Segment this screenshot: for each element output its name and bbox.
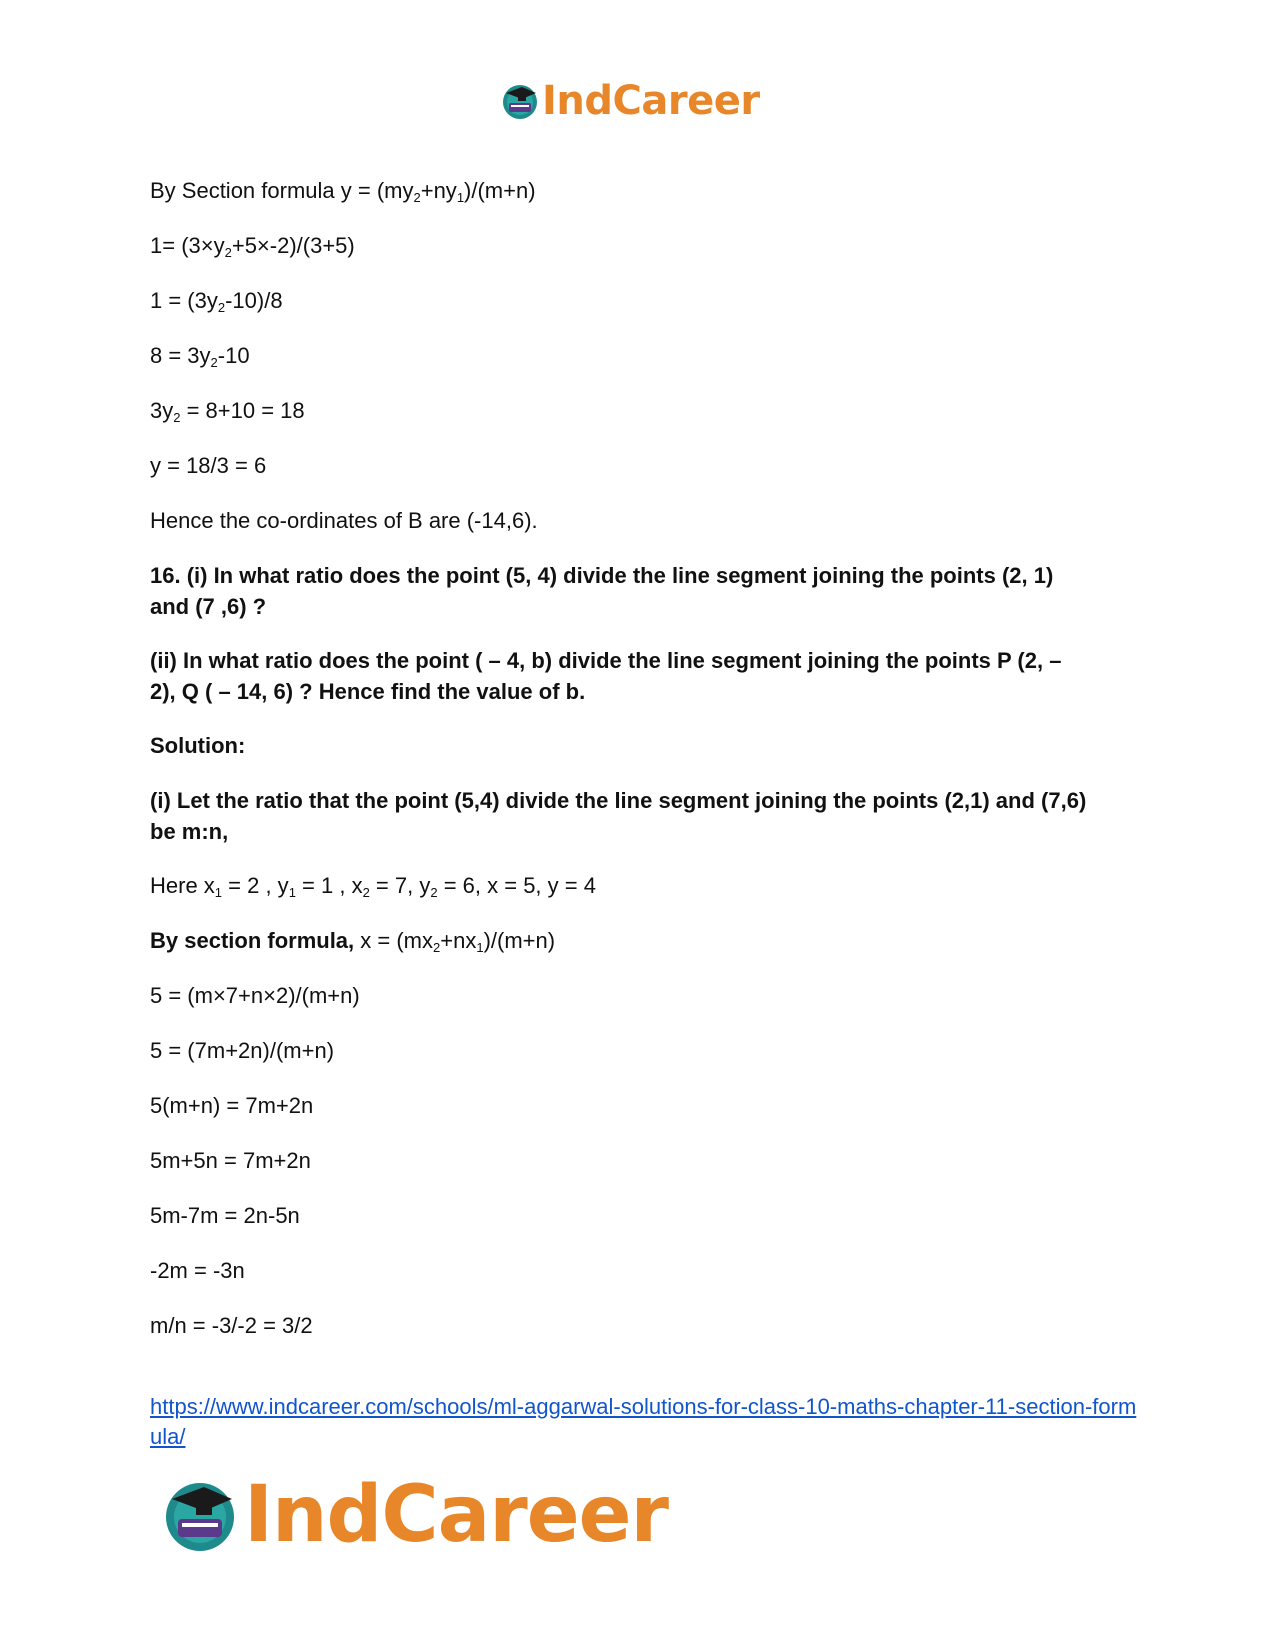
text-span: 1 = (3y [150, 288, 218, 313]
text-span: 1= (3×y [150, 233, 225, 258]
text-line [150, 560, 1090, 622]
brand-name: IndCareer [244, 1470, 668, 1560]
text-line [150, 285, 1090, 316]
text-line [150, 175, 1090, 206]
text-span: 5 = (m×7+n×2)/(m+n) [150, 983, 360, 1008]
text-span: 16. (i) In what ratio does the point (5, 4) divide the line segment joining the points (2, 1) and (7 ,6) ? [150, 563, 1054, 619]
text-line [150, 1145, 1090, 1176]
brand-name: IndCareer [542, 78, 760, 124]
subscript: 2 [362, 885, 370, 900]
text-line [150, 785, 1090, 847]
text-span: (ii) In what ratio does the point ( – 4, b) divide the line segment joining the points P (2, – 2), Q ( – 14, 6) ? Hence find the value of b. [150, 648, 1062, 704]
text-span: y = 18/3 = 6 [150, 453, 267, 478]
header-logo [500, 78, 760, 124]
text-span: 5 = (7m+2n)/(m+n) [150, 1038, 335, 1063]
source-link[interactable]: https://www.indcareer.com/schools/ml-aggarwal-solutions-for-class-10-maths-chapter-11-section-formula/ [150, 1394, 1137, 1449]
text-span: -2m = -3n [150, 1258, 245, 1283]
text-line [150, 645, 1090, 707]
text-span: Here x [150, 873, 215, 898]
text-span: +ny [420, 178, 457, 203]
text-span: )/(m+n) [464, 178, 536, 203]
text-line [150, 870, 1090, 901]
text-line [150, 505, 1090, 536]
footer-logo [160, 1470, 668, 1560]
text-span: -10 [217, 343, 250, 368]
text-span: )/(m+n) [483, 928, 556, 953]
text-span: By Section formula y = (my [150, 178, 414, 203]
text-line [150, 1200, 1090, 1231]
text-line [150, 925, 1090, 956]
text-span: = 8+10 = 18 [180, 398, 305, 423]
bold-text: By section formula, [150, 928, 355, 953]
text-span: Hence the co-ordinates of B are (-14,6). [150, 508, 538, 533]
text-span: = 6, x = 5, y = 4 [437, 873, 596, 898]
subscript: 2 [433, 940, 441, 955]
text-line [150, 450, 1090, 481]
text-span: 3y [150, 398, 174, 423]
text-span: = 2 , y [222, 873, 289, 898]
text-line [150, 230, 1090, 261]
text-line [150, 340, 1090, 371]
subscript: 2 [224, 245, 232, 260]
text-span: 5m-7m = 2n-5n [150, 1203, 300, 1228]
text-line [150, 730, 1090, 761]
text-span: 5(m+n) = 7m+2n [150, 1093, 314, 1118]
text-span: x = (mx [354, 928, 433, 953]
text-line [150, 1090, 1090, 1121]
subscript: 2 [413, 190, 421, 205]
subscript: 1 [456, 190, 465, 205]
text-span: m/n = -3/-2 = 3/2 [150, 1313, 313, 1338]
subscript: 2 [430, 885, 438, 900]
graduation-cap-book-icon [160, 1475, 240, 1555]
subscript: 2 [210, 355, 218, 370]
text-span: = 7, y [369, 873, 431, 898]
text-span: 5m+5n = 7m+2n [150, 1148, 311, 1173]
text-span: (i) Let the ratio that the point (5,4) divide the line segment joining the points (2,1) and (7,6) be m:n, [150, 788, 1087, 844]
text-line [150, 1035, 1090, 1066]
text-span: = 1 , x [295, 873, 363, 898]
text-span: Solution: [150, 733, 246, 758]
subscript: 2 [173, 410, 181, 425]
graduation-cap-book-icon [500, 81, 540, 121]
text-line [150, 980, 1090, 1011]
subscript: 1 [476, 940, 484, 955]
subscript: 2 [217, 300, 226, 315]
subscript: 1 [288, 885, 296, 900]
text-span: 8 = 3y [150, 343, 211, 368]
text-span: +nx [440, 928, 477, 953]
text-span: -10)/8 [225, 288, 283, 313]
text-line [150, 395, 1090, 426]
text-line [150, 1255, 1090, 1286]
text-line [150, 1310, 1090, 1341]
text-span: +5×-2)/(3+5) [231, 233, 355, 258]
subscript: 1 [214, 885, 223, 900]
